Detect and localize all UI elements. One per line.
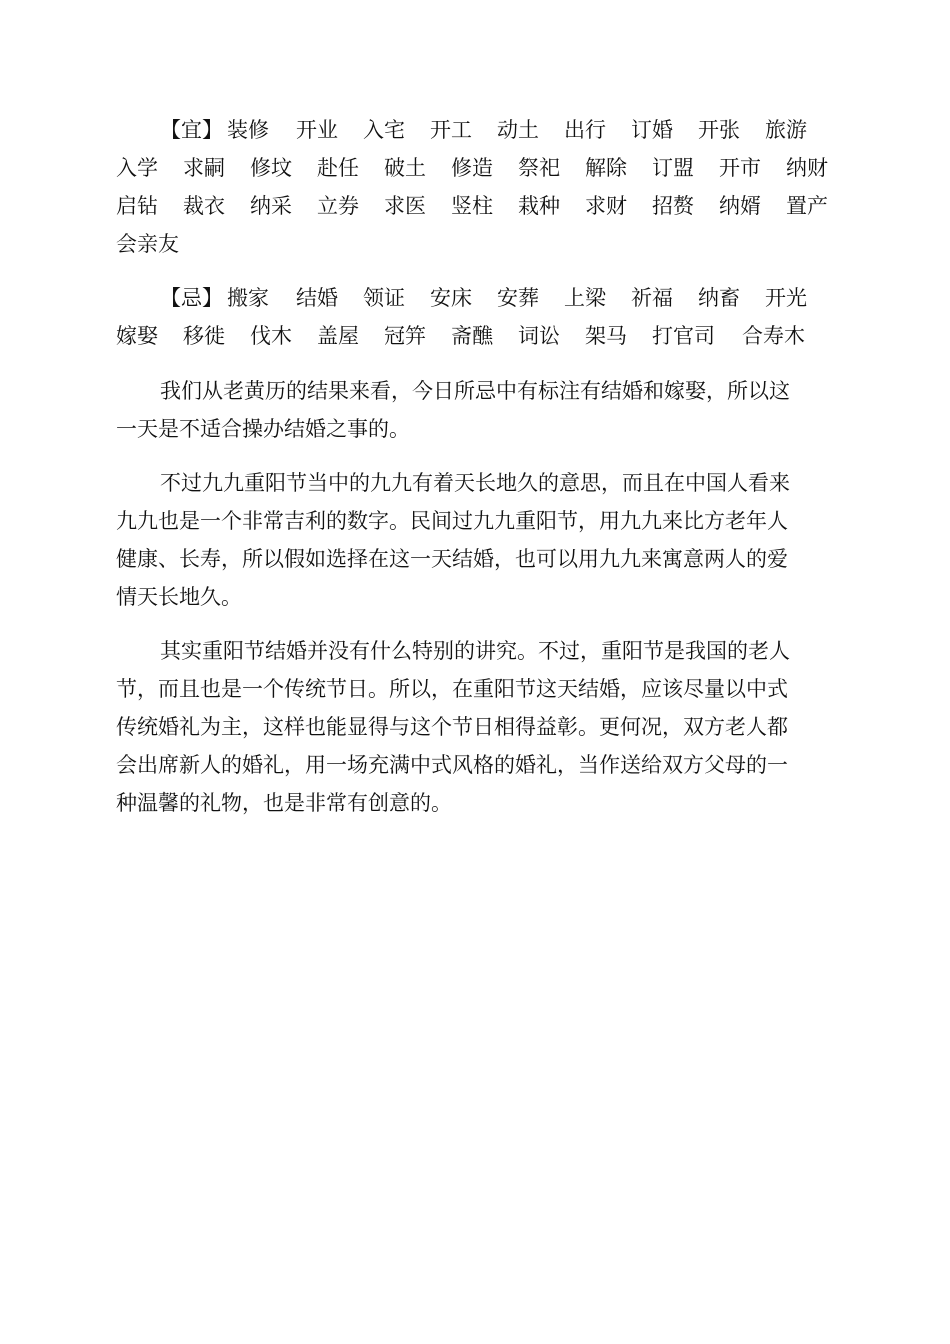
yi-item: 出行 — [564, 118, 606, 142]
yi-item: 求医 — [384, 194, 426, 218]
ji-item: 上梁 — [564, 286, 606, 310]
yi-item: 赴任 — [317, 156, 359, 180]
yi-item: 纳婿 — [719, 194, 761, 218]
paragraph-line: 情天长地久。 — [116, 585, 242, 609]
yi-item: 开业 — [296, 118, 338, 142]
yi-item: 裁衣 — [183, 194, 225, 218]
paragraph-line: 一天是不适合操办结婚之事的。 — [116, 417, 410, 441]
yi-item: 入宅 — [363, 118, 405, 142]
paragraph-line: 九九也是一个非常吉利的数字。民间过九九重阳节，用九九来比方老年人 — [116, 509, 788, 533]
yi-item: 修造 — [451, 156, 493, 180]
yi-item: 修坟 — [250, 156, 292, 180]
yi-item: 开张 — [698, 118, 740, 142]
ji-item: 安床 — [430, 286, 472, 310]
ji-item: 打官司 — [652, 324, 715, 348]
yi-item: 求嗣 — [183, 156, 225, 180]
yi-item: 求财 — [585, 194, 627, 218]
paragraph-line: 会出席新人的婚礼，用一场充满中式风格的婚礼，当作送给双方父母的一 — [116, 753, 788, 777]
yi-label: 【宜】 — [160, 118, 223, 142]
yi-item: 订盟 — [652, 156, 694, 180]
ji-item: 搬家 — [227, 286, 269, 310]
yi-item: 启钻 — [116, 194, 158, 218]
ji-item: 领证 — [363, 286, 405, 310]
yi-item: 纳采 — [250, 194, 292, 218]
ji-item: 斋醮 — [451, 324, 493, 348]
paragraph-line: 健康、长寿，所以假如选择在这一天结婚，也可以用九九来寓意两人的爱 — [116, 547, 788, 571]
ji-item: 词讼 — [518, 324, 560, 348]
ji-item: 嫁娶 — [116, 324, 158, 348]
yi-item: 动土 — [497, 118, 539, 142]
ji-item: 祈福 — [631, 286, 673, 310]
yi-item: 装修 — [227, 118, 269, 142]
ji-item: 架马 — [585, 324, 627, 348]
yi-item: 祭祀 — [518, 156, 560, 180]
ji-item: 移徙 — [183, 324, 225, 348]
paragraph-line: 节，而且也是一个传统节日。所以，在重阳节这天结婚，应该尽量以中式 — [116, 677, 788, 701]
ji-item: 纳畜 — [698, 286, 740, 310]
paragraph-line: 其实重阳节结婚并没有什么特别的讲究。不过，重阳节是我国的老人 — [160, 639, 790, 663]
paragraph-line: 不过九九重阳节当中的九九有着天长地久的意思，而且在中国人看来 — [160, 471, 790, 495]
ji-item: 结婚 — [296, 286, 338, 310]
yi-item: 招赘 — [652, 194, 694, 218]
yi-item: 栽种 — [518, 194, 560, 218]
yi-item: 置产 — [786, 194, 828, 218]
yi-item: 纳财 — [786, 156, 828, 180]
yi-item: 旅游 — [765, 118, 807, 142]
ji-item: 安葬 — [497, 286, 539, 310]
ji-item: 合寿木 — [742, 324, 805, 348]
yi-item: 竖柱 — [451, 194, 493, 218]
ji-label: 【忌】 — [160, 286, 223, 310]
paragraph-line: 种温馨的礼物，也是非常有创意的。 — [116, 791, 452, 815]
yi-item: 会亲友 — [116, 232, 179, 256]
ji-item: 开光 — [765, 286, 807, 310]
yi-item: 开市 — [719, 156, 761, 180]
yi-item: 破土 — [384, 156, 426, 180]
paragraph-line: 传统婚礼为主，这样也能显得与这个节日相得益彰。更何况，双方老人都 — [116, 715, 788, 739]
yi-item: 开工 — [430, 118, 472, 142]
yi-item: 入学 — [116, 156, 158, 180]
yi-item: 立券 — [317, 194, 359, 218]
ji-item: 伐木 — [250, 324, 292, 348]
ji-item: 冠笄 — [384, 324, 426, 348]
paragraph-line: 我们从老黄历的结果来看，今日所忌中有标注有结婚和嫁娶，所以这 — [160, 379, 790, 403]
yi-item: 解除 — [585, 156, 627, 180]
yi-item: 订婚 — [631, 118, 673, 142]
ji-item: 盖屋 — [317, 324, 359, 348]
